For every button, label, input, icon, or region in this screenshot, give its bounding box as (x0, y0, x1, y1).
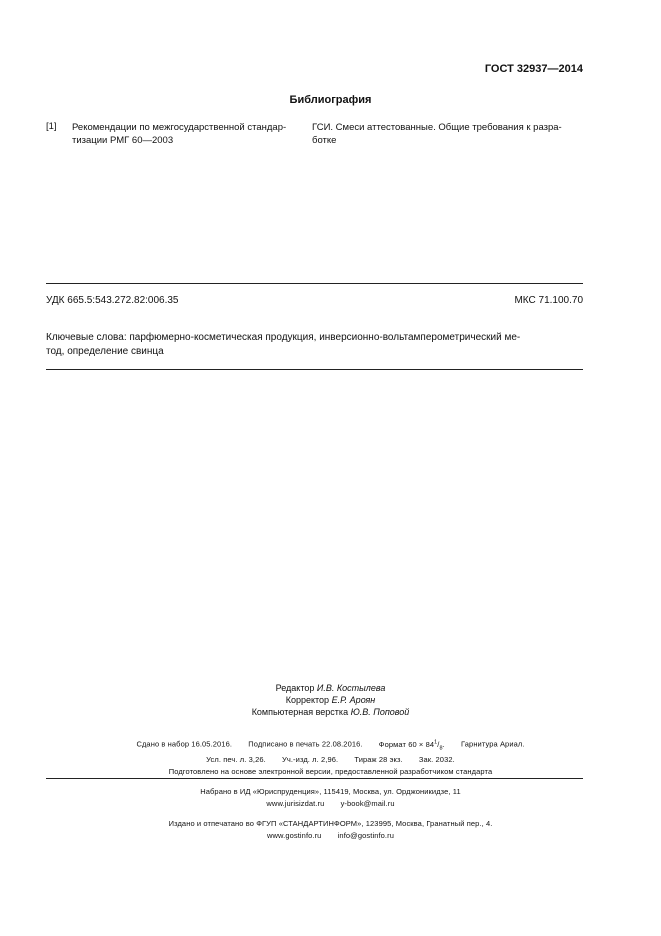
editor-name: И.В. Костылева (316, 683, 386, 693)
credits (0, 682, 661, 718)
reference-title (312, 121, 583, 147)
imprint-printed (0, 818, 661, 842)
pub-sheets: Уч.-изд. л. 2,96. (282, 755, 339, 764)
corrector-label: Корректор (285, 695, 330, 705)
layout-label: Компьютерная верстка (251, 707, 349, 717)
signed-date: Подписано в печать 22.08.2016. (248, 739, 363, 749)
printed-email-link[interactable]: info@gostinfo.ru (337, 831, 394, 840)
reference-source-line: Рекомендации по межгосударственной стандар- (72, 122, 287, 133)
typeset-web-link[interactable]: www.jurisizdat.ru (266, 799, 325, 808)
divider-top (46, 283, 583, 284)
printed-contacts (0, 830, 661, 842)
typeface: Гарнитура Ариал. (461, 739, 525, 749)
keywords-line: тод, определение свинца (46, 346, 164, 357)
sent-date: Сдано в набор 16.05.2016. (136, 739, 233, 749)
editor-line (0, 682, 661, 694)
imprint-typeset (0, 786, 661, 810)
prepared-note: Подготовлено на основе электронной версии, предоставленной разработчиком стандарта (168, 767, 493, 776)
bibliography-title: Библиография (289, 94, 372, 106)
reference-number: [1] (46, 121, 57, 132)
imprint-line-1 (0, 736, 661, 754)
print-sheets: Усл. печ. л. 3,26. (206, 755, 266, 764)
keywords-line: Ключевые слова: парфюмерно-косметическая продукция, инверсионно-вольтамперометрический ме- (46, 332, 521, 343)
typeset-contacts (0, 798, 661, 810)
printed-info: Издано и отпечатано во ФГУП «СТАНДАРТИНФОРМ», 123995, Москва, Гранатный пер., 4. (168, 819, 493, 828)
order-number: Зак. 2032. (418, 755, 455, 764)
corrector-name: Е.Р. Ароян (331, 695, 376, 705)
udk-code: УДК 665.5:543.272.82:006.35 (46, 295, 179, 306)
standard-code: ГОСТ 32937—2014 (484, 63, 583, 75)
mks-code: МКС 71.100.70 (514, 295, 583, 306)
corrector-line (0, 694, 661, 706)
divider-imprint (46, 778, 583, 779)
reference-title-line: ГСИ. Смеси аттестованные. Общие требования к разра- (312, 122, 562, 133)
reference-source (72, 121, 300, 147)
imprint-line-2 (0, 754, 661, 766)
reference-source-line: тизации РМГ 60—2003 (72, 135, 174, 146)
reference-title-line: ботке (312, 135, 337, 146)
layout-name: Ю.В. Поповой (350, 707, 410, 717)
typeset-info: Набрано в ИД «Юриспруденция», 115419, Москва, ул. Орджоникидзе, 11 (200, 787, 461, 796)
editor-label: Редактор (275, 683, 315, 693)
typeset-email-link[interactable]: y-book@mail.ru (340, 799, 395, 808)
paper-format: Формат $60 \times 84^1/_8$. (378, 739, 445, 751)
imprint-production (0, 736, 661, 778)
layout-line (0, 706, 661, 718)
divider-keywords (46, 369, 583, 370)
keywords (46, 331, 583, 359)
printed-web-link[interactable]: www.gostinfo.ru (267, 831, 322, 840)
print-run: Тираж 28 экз. (354, 755, 403, 764)
